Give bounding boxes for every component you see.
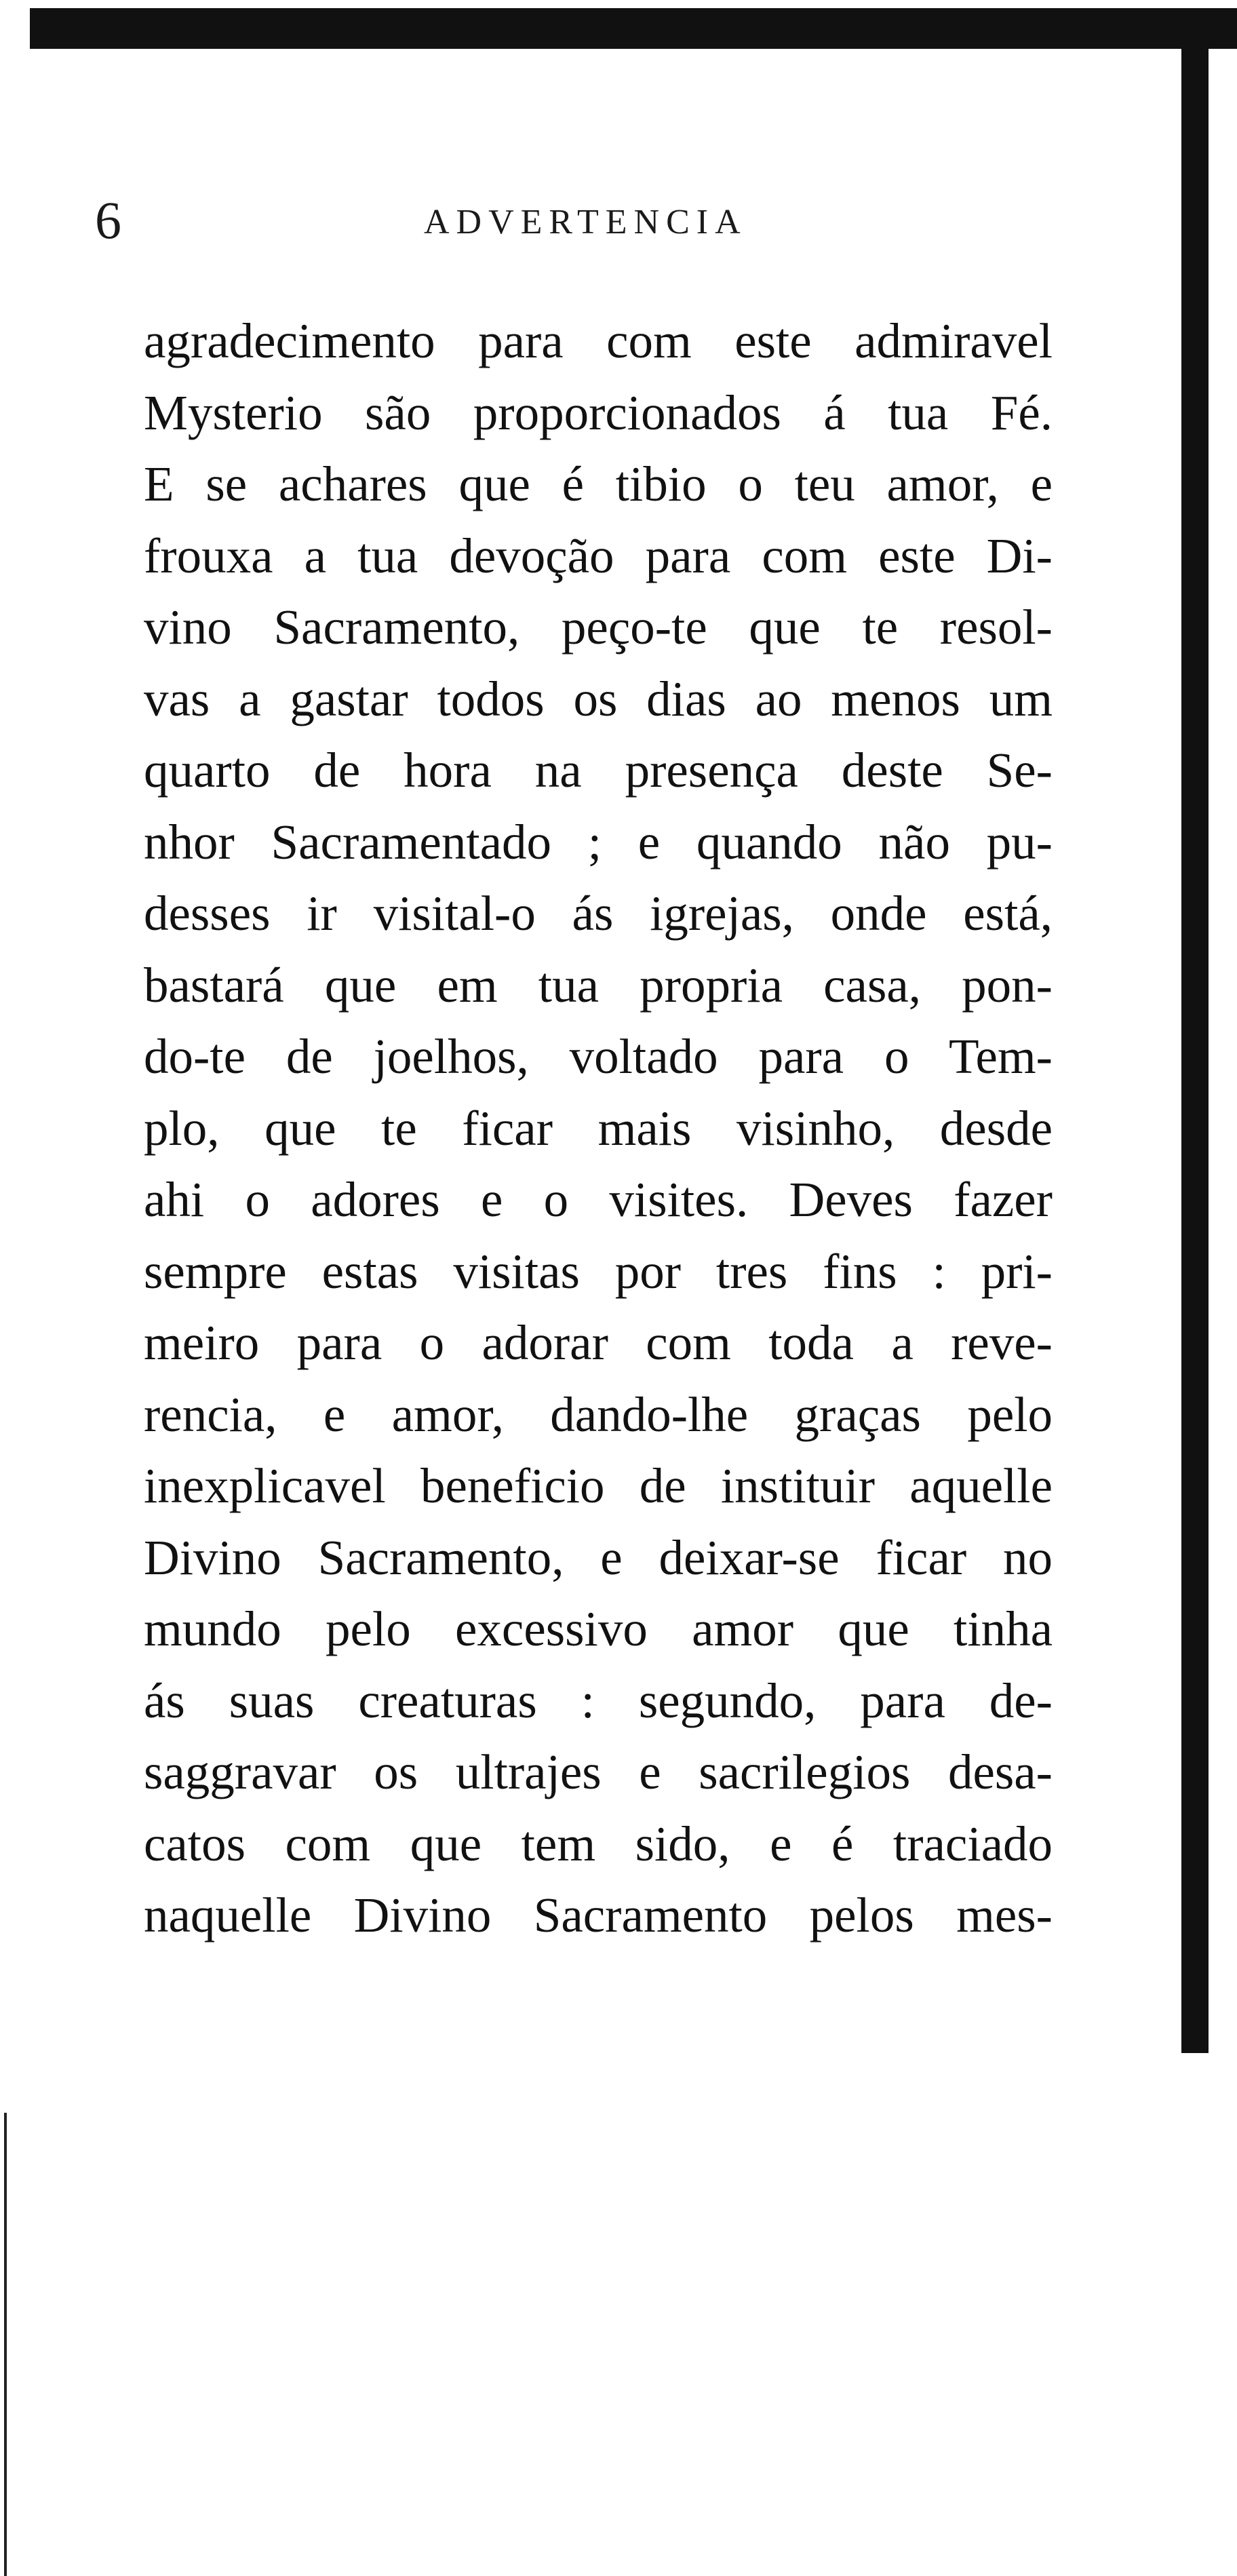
text-line: Divino Sacramento, e deixar-se ficar no bbox=[144, 1529, 1053, 1585]
text-line: frouxa a tua devoção para com este Di- bbox=[144, 528, 1053, 583]
text-line: Mysterio são proporcionados á tua Fé. bbox=[144, 385, 1053, 440]
text-line: sempre estas visitas por tres fins : pri- bbox=[144, 1243, 1053, 1299]
left-edge-line bbox=[4, 2113, 7, 2576]
page-number: 6 bbox=[95, 191, 121, 250]
body-text bbox=[144, 305, 1053, 1951]
text-line: rencia, e amor, dando-lhe graças pelo bbox=[144, 1386, 1053, 1442]
text-line: nhor Sacramentado ; e quando não pu- bbox=[144, 814, 1053, 870]
text-line: agradecimento para com este admiravel bbox=[144, 313, 1053, 368]
top-border-rule bbox=[30, 8, 1237, 49]
text-line: bastará que em tua propria casa, pon- bbox=[144, 957, 1053, 1013]
text-line: naquelle Divino Sacramento pelos mes- bbox=[144, 1888, 1053, 1943]
running-head: ADVERTENCIA bbox=[424, 203, 747, 241]
text-line: quarto de hora na presença deste Se- bbox=[144, 743, 1053, 798]
text-line: mundo pelo excessivo amor que tinha bbox=[144, 1601, 1053, 1656]
text-line: ahi o adores e o visites. Deves fazer bbox=[144, 1172, 1053, 1227]
text-line: saggravar os ultrajes e sacrilegios desa- bbox=[144, 1744, 1053, 1799]
text-line: ás suas creaturas : segundo, para de- bbox=[144, 1673, 1053, 1728]
page-header bbox=[95, 187, 1126, 261]
text-line: plo, que te ficar mais visinho, desde bbox=[144, 1100, 1053, 1156]
text-line: desses ir visital-o ás igrejas, onde está, bbox=[144, 886, 1053, 941]
text-line: inexplicavel beneficio de instituir aquelle bbox=[144, 1458, 1053, 1513]
right-edge-rule bbox=[1181, 49, 1209, 2053]
text-line: vas a gastar todos os dias ao menos um bbox=[144, 671, 1053, 726]
text-line: catos com que tem sido, e é traciado bbox=[144, 1816, 1053, 1871]
text-line: do-te de joelhos, voltado para o Tem- bbox=[144, 1029, 1053, 1084]
text-line: meiro para o adorar com toda a reve- bbox=[144, 1315, 1053, 1370]
text-line: vino Sacramento, peço-te que te resol- bbox=[144, 600, 1053, 655]
text-line: E se achares que é tibio o teu amor, e bbox=[144, 456, 1053, 511]
